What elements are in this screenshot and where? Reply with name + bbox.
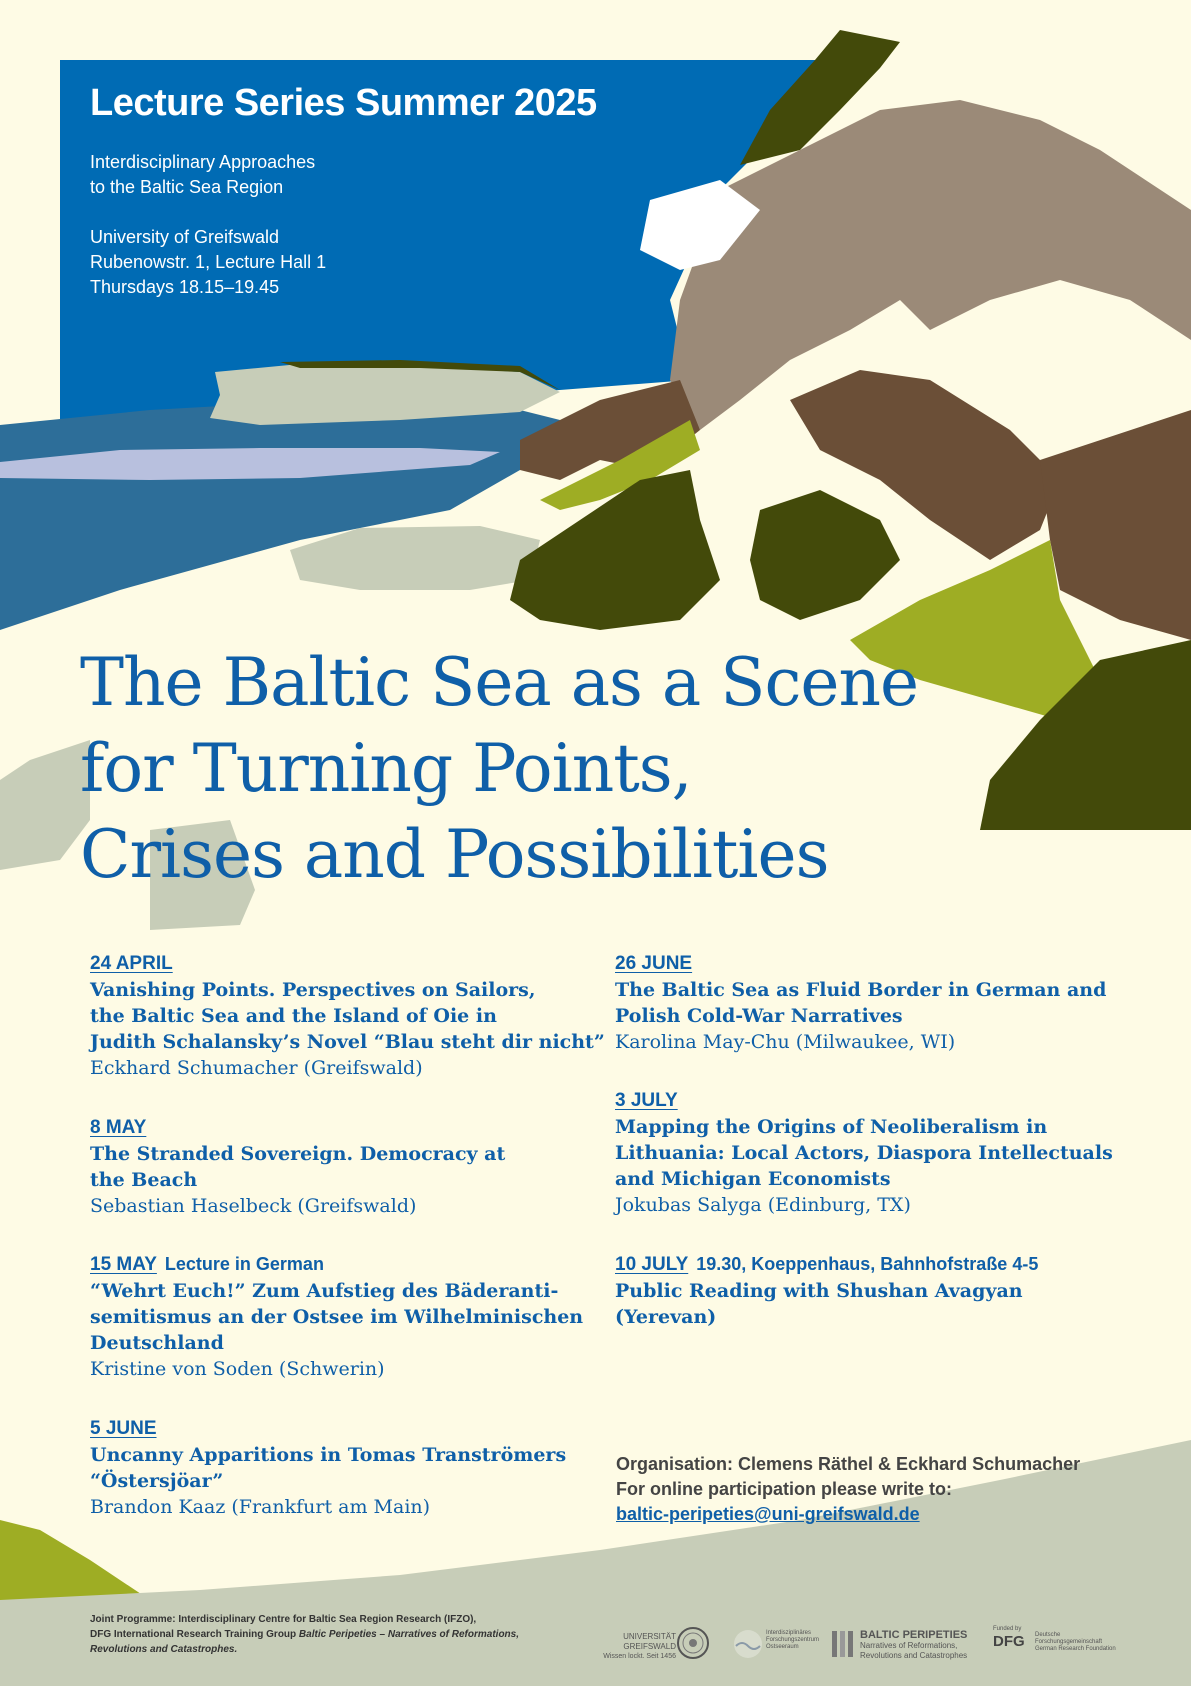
university-seal-icon xyxy=(676,1626,710,1660)
organisation-info xyxy=(616,1452,1080,1527)
dfg-funded-by: Funded by xyxy=(993,1626,1022,1632)
lecture-title-line: the Baltic Sea and the Island of Oie in xyxy=(90,1005,497,1027)
greifswald-logo xyxy=(582,1632,676,1662)
main-title xyxy=(80,640,918,898)
lecture-title-line: the Beach xyxy=(90,1169,198,1191)
lecture-title xyxy=(615,977,1135,1029)
peripeties-bars-icon xyxy=(832,1631,854,1657)
lecture-title xyxy=(90,977,610,1055)
lecture-title-line: Judith Schalansky’s Novel “Blau steht dir nicht” xyxy=(90,1031,605,1053)
lecture-title-line: “Östersjöar” xyxy=(90,1470,224,1492)
lecture-entry xyxy=(90,1117,610,1219)
footer-line-2-italic: Baltic Peripeties – Narratives of Reformations, xyxy=(298,1629,519,1640)
ifzo-logo-line: Interdisziplinäres xyxy=(766,1630,812,1636)
ifzo-logo xyxy=(766,1630,819,1651)
footer-line-3-italic: Revolutions and Catastrophes. xyxy=(90,1644,238,1655)
lecture-title-line: Uncanny Apparitions in Tomas Tranströmers xyxy=(90,1444,567,1466)
lecture-title xyxy=(90,1442,610,1494)
lecture-entry xyxy=(90,1418,610,1520)
lecture-entry xyxy=(615,1254,1175,1330)
lecture-speaker: Karolina May-Chu (Milwaukee, WI) xyxy=(615,1031,956,1053)
lecture-title xyxy=(90,1141,610,1193)
lecture-entry xyxy=(615,953,1135,1055)
footer-line-1: Joint Programme: Interdisciplinary Centre for Baltic Sea Region Research (IFZO), xyxy=(90,1614,477,1625)
lecture-title-line: The Stranded Sovereign. Democracy at xyxy=(90,1143,506,1165)
dfg-logo-line: Deutsche xyxy=(1035,1632,1061,1638)
main-title-line-3: Crises and Possibilities xyxy=(80,816,829,893)
footer-line-2 xyxy=(90,1627,580,1642)
dfg-logo-text xyxy=(1035,1632,1116,1653)
lecture-title-line: Deutschland xyxy=(90,1332,224,1354)
series-title: Lecture Series Summer 2025 xyxy=(90,82,597,124)
lecture-title-line: Lithuania: Local Actors, Diaspora Intellectuals xyxy=(615,1142,1113,1164)
footer-line-2-text: DFG International Research Training Group xyxy=(90,1629,299,1640)
lecture-title-line: “Wehrt Euch!” Zum Aufstieg des Bäderanti- xyxy=(90,1280,559,1302)
lecture-speaker: Brandon Kaaz (Frankfurt am Main) xyxy=(90,1496,431,1518)
lecture-speaker: Sebastian Haselbeck (Greifswald) xyxy=(90,1195,417,1217)
lecture-title xyxy=(615,1278,1175,1330)
lecture-entry xyxy=(615,1090,1135,1218)
venue-line-2: Rubenowstr. 1, Lecture Hall 1 xyxy=(90,252,327,272)
lecture-note: Lecture in German xyxy=(164,1254,324,1274)
lecture-date: 5 JUNE xyxy=(90,1418,157,1439)
lecture-speaker: Kristine von Soden (Schwerin) xyxy=(90,1358,385,1380)
lecture-speaker: Eckhard Schumacher (Greifswald) xyxy=(90,1057,423,1079)
venue-line-1: University of Greifswald xyxy=(90,227,280,247)
subtitle-line-1: Interdisciplinary Approaches xyxy=(90,152,316,172)
lecture-title xyxy=(90,1278,610,1356)
organisation-line: Organisation: Clemens Räthel & Eckhard Schumacher xyxy=(616,1454,1081,1474)
lecture-date: 15 MAY xyxy=(90,1254,157,1275)
main-title-line-2: for Turning Points, xyxy=(80,730,692,807)
lecture-entry xyxy=(90,1254,610,1382)
ifzo-logo-line: Forschungszentrum xyxy=(766,1637,820,1643)
lecture-date: 24 APRIL xyxy=(90,953,173,974)
lecture-speaker: Jokubas Salyga (Edinburg, TX) xyxy=(615,1194,911,1216)
sage-shape-3 xyxy=(0,740,90,870)
participation-line: For online participation please write to: xyxy=(616,1479,953,1499)
greifswald-logo-motto: Wissen lockt. Seit 1456 xyxy=(603,1653,676,1660)
baltic-peripeties-logo xyxy=(860,1629,967,1661)
main-title-line-1: The Baltic Sea as a Scene xyxy=(80,644,919,721)
lecture-date: 26 JUNE xyxy=(615,953,693,974)
olive-shape-mid-2 xyxy=(750,490,900,620)
lecture-title-line: Polish Cold-War Narratives xyxy=(615,1005,903,1027)
lecture-title-line: and Michigan Economists xyxy=(615,1168,891,1190)
peripeties-logo-line: Revolutions and Catastrophes xyxy=(860,1651,968,1660)
lecture-date: 8 MAY xyxy=(90,1117,147,1138)
ifzo-logo-line: Ostseeraum xyxy=(766,1644,799,1650)
footer-line-3 xyxy=(90,1642,580,1657)
greifswald-logo-name: UNIVERSITÄT GREIFSWALD xyxy=(623,1632,676,1651)
lecture-title-line: Vanishing Points. Perspectives on Sailors, xyxy=(90,979,536,1001)
peripeties-logo-title: BALTIC PERIPETIES xyxy=(860,1629,968,1641)
contact-email-link[interactable]: baltic-peripeties@uni-greifswald.de xyxy=(616,1504,920,1524)
lecture-title-line: (Yerevan) xyxy=(615,1306,717,1328)
ifzo-logo-icon xyxy=(732,1628,764,1660)
peripeties-logo-line: Narratives of Reformations, xyxy=(860,1641,958,1650)
lecture-title-line: Public Reading with Shushan Avagyan xyxy=(615,1280,1023,1302)
sage-shape-2 xyxy=(290,526,540,590)
lecture-date: 10 JULY xyxy=(615,1254,689,1275)
dfg-logo-line: German Research Foundation xyxy=(1035,1646,1116,1652)
dfg-logo-line: Forschungsgemeinschaft xyxy=(1035,1639,1103,1645)
lecture-entry xyxy=(90,953,610,1081)
lecture-title-line: semitismus an der Ostsee im Wilhelminischen xyxy=(90,1306,584,1328)
sea-shape xyxy=(0,400,560,630)
footer-programme xyxy=(90,1612,580,1657)
lecture-title-line: The Baltic Sea as Fluid Border in German and xyxy=(615,979,1107,1001)
lecture-date: 3 JULY xyxy=(615,1090,678,1111)
dfg-logo xyxy=(993,1624,1025,1650)
lecture-title xyxy=(615,1114,1135,1192)
venue-line-3: Thursdays 18.15–19.45 xyxy=(90,277,280,297)
dfg-wordmark: DFG xyxy=(993,1633,1025,1650)
lecture-title-line: Mapping the Origins of Neoliberalism in xyxy=(615,1116,1048,1138)
subtitle-line-2: to the Baltic Sea Region xyxy=(90,177,284,197)
lecture-note: 19.30, Koeppenhaus, Bahnhofstraße 4-5 xyxy=(696,1254,1039,1274)
